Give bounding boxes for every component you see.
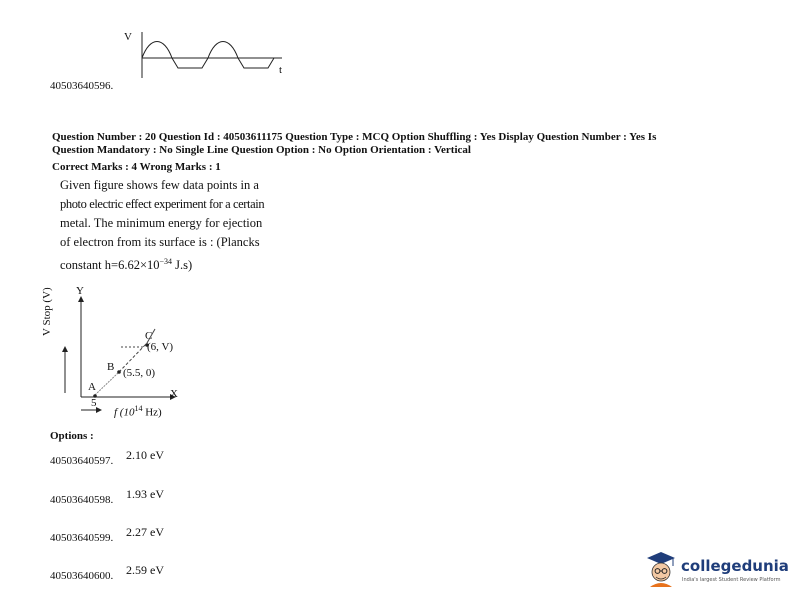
point-c-coord: (6, V) — [147, 341, 174, 353]
logo-tagline: India's largest Student Review Platform — [682, 577, 781, 583]
graph-t-label: t — [279, 64, 283, 76]
option-3-value[interactable]: 2.27 eV — [126, 525, 164, 539]
point-b-coord: (5.5, 0) — [123, 367, 156, 379]
option-4-id: 40503640600. — [50, 570, 114, 582]
figure-x-axis-label: X — [170, 388, 178, 400]
figure-tick-label: 5 — [91, 397, 97, 409]
question-text — [60, 176, 310, 275]
point-a-label: A — [88, 381, 96, 393]
figure-y-axis-label: Y — [76, 285, 84, 297]
figure-frequency-label — [114, 404, 162, 419]
line-a-to-b — [95, 372, 119, 395]
graph-v-label: V — [124, 31, 132, 43]
option-1-id: 40503640597. — [50, 455, 114, 467]
planck-exponent: −34 — [159, 257, 173, 266]
option-2-id: 40503640598. — [50, 494, 114, 506]
question-meta-line1: Question Number : 20 Question Id : 40503611175 Question Type : MCQ Option Shuffling : Yes Display Question Number : Yes Is — [52, 131, 657, 143]
graduate-avatar-icon — [644, 548, 678, 588]
frequency-label-prefix: f (10 — [114, 406, 135, 419]
option-2-value[interactable]: 1.93 eV — [126, 487, 164, 501]
logo-wordmark: collegedunia — [681, 557, 789, 575]
previous-option-id: 40503640596. — [50, 80, 114, 92]
planck-unit: J.s) — [172, 258, 193, 273]
point-b — [117, 370, 121, 374]
frequency-label-exp: 14 — [134, 404, 143, 413]
graph-waveform — [142, 42, 274, 69]
option-3-id: 40503640599. — [50, 532, 114, 544]
figure-v-stop-label: V Stop (V) — [41, 287, 53, 336]
option-1-value[interactable]: 2.10 eV — [126, 448, 164, 462]
planck-constant-text: constant h=6.62×10 — [60, 258, 160, 273]
point-c-label: C — [145, 330, 153, 342]
voltage-time-graph — [120, 28, 295, 80]
question-text-line: photo electric effect experiment for a certain — [60, 197, 265, 211]
question-text-line: of electron from its surface is : (Plancks — [60, 235, 260, 249]
question-text-line: metal. The minimum energy for ejection — [60, 216, 263, 230]
frequency-label-suffix: Hz) — [142, 406, 162, 419]
options-heading: Options : — [50, 430, 94, 442]
option-4-value[interactable]: 2.59 eV — [126, 563, 164, 577]
question-marks: Correct Marks : 4 Wrong Marks : 1 — [52, 161, 221, 173]
question-text-line: Given figure shows few data points in a — [60, 178, 259, 192]
point-b-label: B — [107, 361, 115, 373]
question-text-line — [60, 252, 310, 275]
question-meta-line2: Question Mandatory : No Single Line Question Option : No Option Orientation : Vertical — [52, 144, 471, 156]
